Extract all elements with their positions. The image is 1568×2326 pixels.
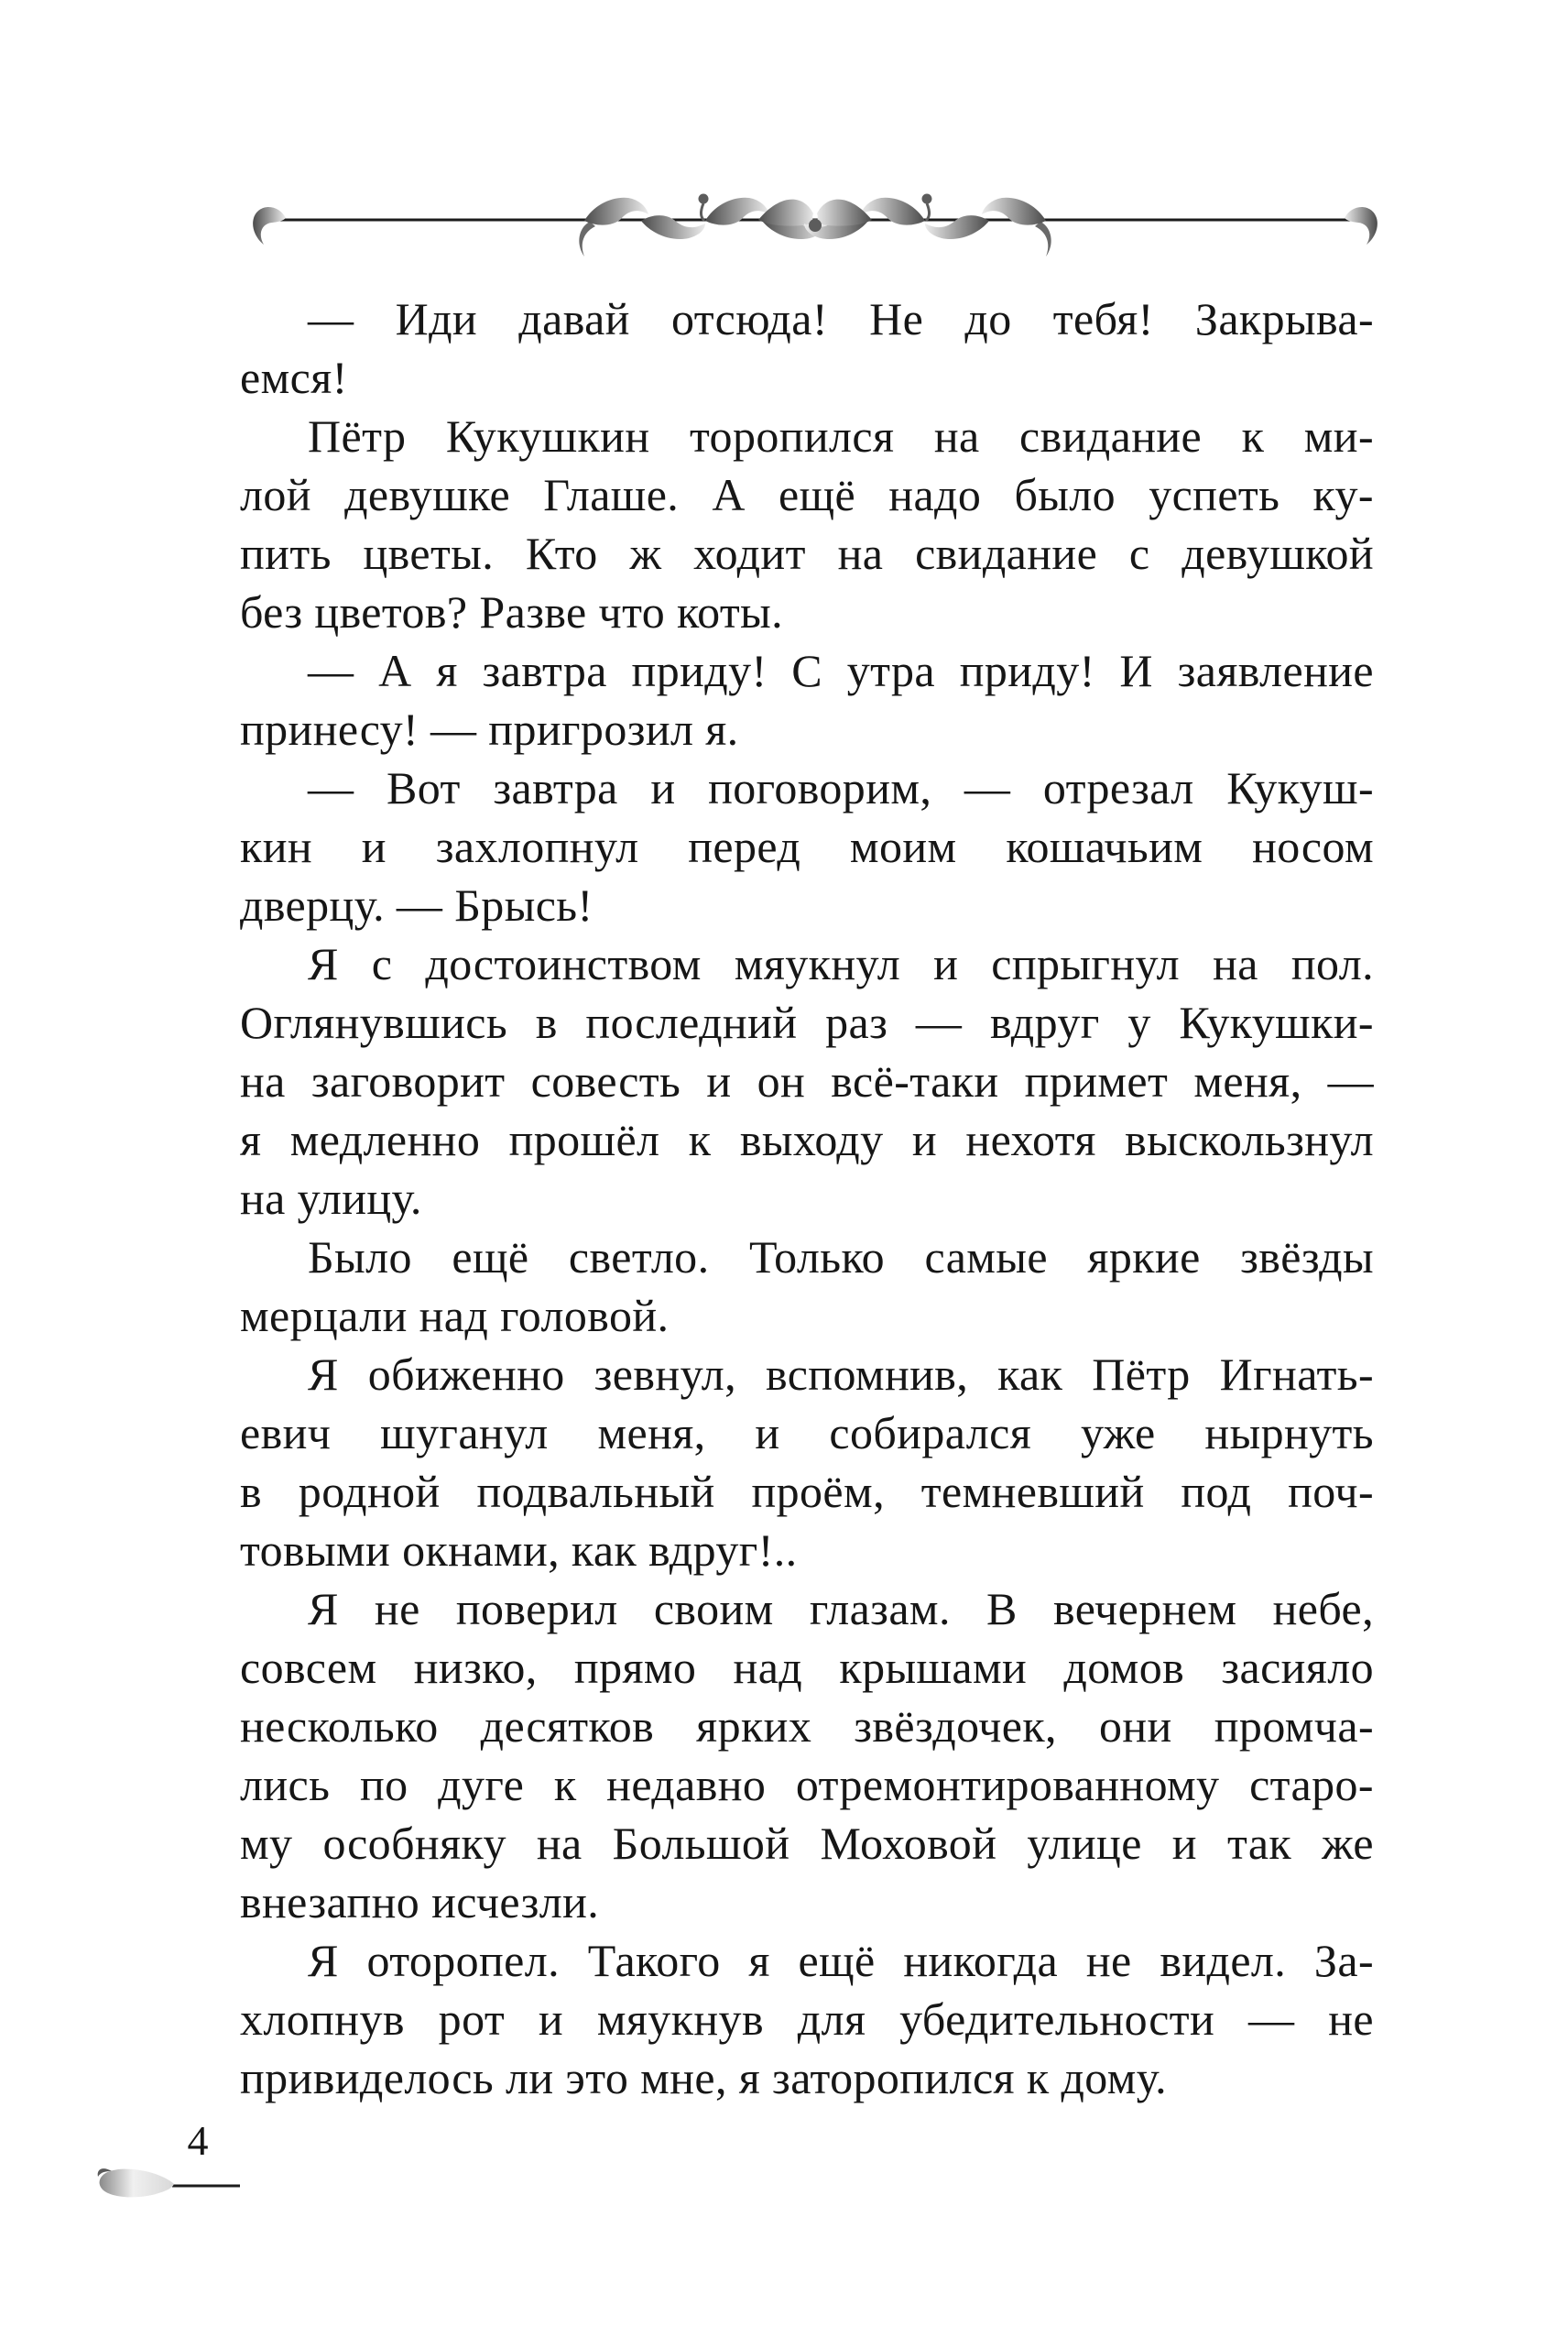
center-flourish-icon [579,194,1051,257]
text-line: Было ещё светло. Только самые яркие звёзды [308,1231,1374,1283]
text-line: товыми окнами, как вдруг!.. [240,1524,798,1576]
text-line: Я не поверил своим глазам. В вечернем небе, [308,1583,1374,1634]
text-line: пить цветы. Кто ж ходит на свидание с девушкой [240,528,1374,579]
text-line: — А я завтра приду! С утра приду! И заявление [308,645,1374,696]
paragraph [240,641,1374,759]
text-line: мерцали над головой. [240,1290,670,1341]
text-line: Я оторопел. Такого я ещё никогда не видел. За- [308,1935,1374,1986]
text-line: Оглянувшись в последний раз — вдруг у Кукушки- [240,997,1374,1048]
text-line: дверцу. — Брысь! [240,879,593,931]
text-line: несколько десятков ярких звёздочек, они промча- [240,1700,1374,1752]
text-line: без цветов? Разве что коты. [240,586,784,638]
paragraph [240,289,1374,407]
paragraph [240,759,1374,934]
text-line: му особняку на Большой Моховой улице и так же [240,1818,1374,1869]
text-line: хлопнув рот и мяукнув для убедительности — не [240,1993,1374,2045]
text-line: лись по дуге к недавно отремонтированному старо- [240,1759,1374,1810]
text-line: привиделось ли это мне, я заторопился к дому. [240,2052,1168,2103]
text-line: совсем низко, прямо над крышами домов засияло [240,1642,1374,1693]
text-block [240,289,1374,2107]
right-leaf-icon [1345,207,1377,245]
paragraph [240,407,1374,641]
paragraph [240,1579,1374,1931]
footer-ornament [95,2164,242,2206]
paragraph [240,1931,1374,2107]
left-leaf-icon [253,207,286,245]
text-line: — Иди давай отсюда! Не до тебя! Закрыва- [308,293,1374,344]
text-line: — Вот завтра и поговорим, — отрезал Кукуш- [308,762,1374,814]
text-line: принесу! — пригрозил я. [240,704,739,755]
page-number: 4 [187,2117,209,2164]
text-line: Я с достоинством мяукнул и спрыгнул на пол. [308,938,1374,989]
text-line: евич шуганул меня, и собирался уже нырнуть [240,1407,1374,1458]
text-line: в родной подвальный проём, темневший под поч- [240,1466,1374,1517]
text-line: лой девушке Глаше. А ещё надо было успеть ку- [240,469,1374,520]
text-line: емся! [240,352,348,403]
text-line: Пётр Кукушкин торопился на свидание к ми- [308,410,1374,462]
text-line: на заговорит совесть и он всё-таки примет меня, — [240,1055,1374,1107]
text-line: кин и захлопнул перед моим кошачьим носом [240,821,1374,872]
text-line: внезапно исчезли. [240,1876,600,1927]
text-line: я медленно прошёл к выходу и нехотя выскользнул [240,1114,1374,1165]
header-ornament [247,170,1383,269]
paragraph [240,1345,1374,1579]
text-line: Я обиженно зевнул, вспомнив, как Пётр Игнать- [308,1349,1374,1400]
footer-leaf-icon [100,2169,174,2198]
footer-rule [172,2185,240,2188]
paragraph [240,1228,1374,1345]
text-line: на улицу. [240,1173,422,1224]
paragraph [240,934,1374,1228]
